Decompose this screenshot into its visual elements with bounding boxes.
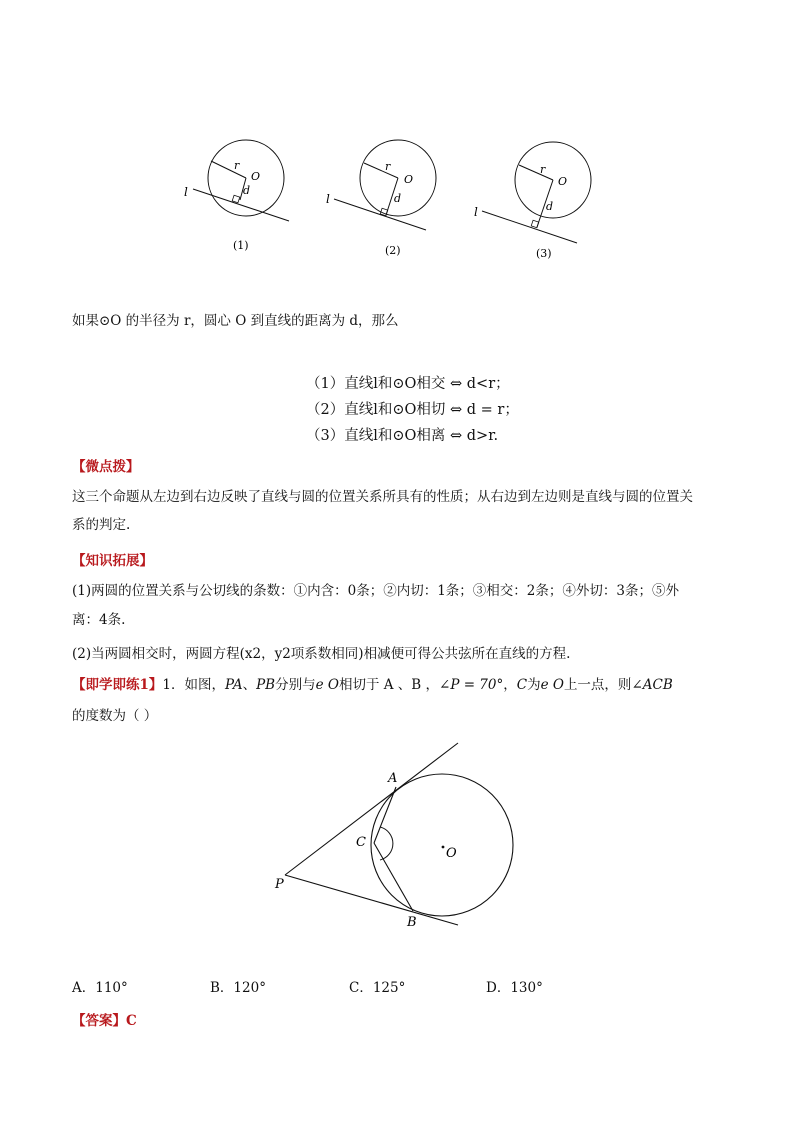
fig1-l-label: l [184, 185, 188, 199]
option-b: B．120° [210, 980, 266, 996]
label-a: A [388, 771, 398, 786]
q-prefix: 1．如图， [162, 677, 225, 693]
q-mid4: 为 [527, 677, 541, 693]
fig2-caption: (2) [385, 244, 401, 257]
q-pb: PB [256, 677, 276, 693]
q-pa: PA [225, 677, 243, 693]
label-b: B [407, 915, 417, 930]
q-mid2: 相切于 A 、B ， [338, 677, 440, 693]
tangent-diagram [0, 735, 794, 935]
fig1-o-label: O [251, 170, 261, 183]
answer-value: C [126, 1013, 137, 1029]
top-figures [0, 0, 794, 270]
option-d: D．130° [486, 980, 543, 996]
q-mid1: 分别与 [275, 677, 316, 693]
ext-item1-line2: 离：4条. [72, 612, 126, 628]
exercise-heading: 【即学即练1】 [72, 677, 163, 693]
fig3-r-label: r [540, 163, 546, 176]
fig2-r-label: r [385, 160, 391, 173]
figure-2 [326, 140, 436, 257]
q-mid5: 上一点，则 [563, 677, 632, 693]
tip-line-2: 系的判定. [72, 517, 131, 533]
fig2-o-label: O [404, 173, 414, 186]
figure-3 [474, 142, 591, 260]
condition-3: （3）直线l和⊙O相离 ⇔ d>r. [306, 428, 499, 444]
q-c: C [516, 677, 528, 693]
fig2-d-label: d [394, 192, 402, 205]
fig1-r-label: r [234, 159, 240, 172]
ext-heading: 【知识拓展】 [72, 553, 153, 569]
condition-1: （1）直线l和⊙O相交 ⇔ d<r； [306, 376, 510, 392]
answer-label: 【答案】 [72, 1013, 126, 1029]
fig3-l-label: l [474, 205, 478, 219]
ext-item1-line1: (1)两圆的位置关系与公切线的条数：①内含：0条；②内切：1条；③相交：2条；④外切：3条；⑤外 [72, 583, 679, 599]
exercise-question [72, 674, 673, 696]
fig3-d-label: d [546, 200, 554, 213]
figure-1 [184, 140, 289, 252]
fig2-l-label: l [326, 192, 330, 206]
tip-line-1: 这三个命题从左边到右边反映了直线与圆的位置关系所具有的性质；从右边到左边则是直线与圆的位置关 [72, 489, 693, 505]
fig3-o-label: O [558, 175, 568, 188]
intro-text: 如果⊙O 的半径为 r，圆心 O 到直线的距离为 d，那么 [72, 313, 399, 329]
condition-2: （2）直线l和⊙O相切 ⇔ d = r； [306, 402, 519, 418]
q-sep: 、 [242, 677, 257, 693]
tip-heading: 【微点拨】 [72, 459, 140, 475]
fig1-caption: (1) [233, 239, 249, 252]
option-a: A．110° [72, 980, 128, 996]
label-c: C [356, 835, 366, 850]
q-mid3: ， [503, 677, 517, 693]
exercise-line-2: 的度数为（ ） [72, 708, 158, 724]
answer [72, 1009, 137, 1029]
q-circle-o: e O [315, 677, 339, 693]
q-circle-o2: e O [540, 677, 564, 693]
fig1-d-label: d [243, 184, 251, 197]
q-angle-acb: ∠ACB [631, 677, 673, 693]
option-c: C．125° [349, 980, 406, 996]
ext-item2: (2)当两圆相交时，两圆方程(x2，y2项系数相同)相减便可得公共弦所在直线的方程. [72, 646, 571, 662]
label-o: O [446, 846, 457, 861]
q-angle-p: ∠P = 70° [439, 677, 504, 693]
label-p: P [275, 877, 284, 892]
fig3-caption: (3) [536, 247, 552, 260]
